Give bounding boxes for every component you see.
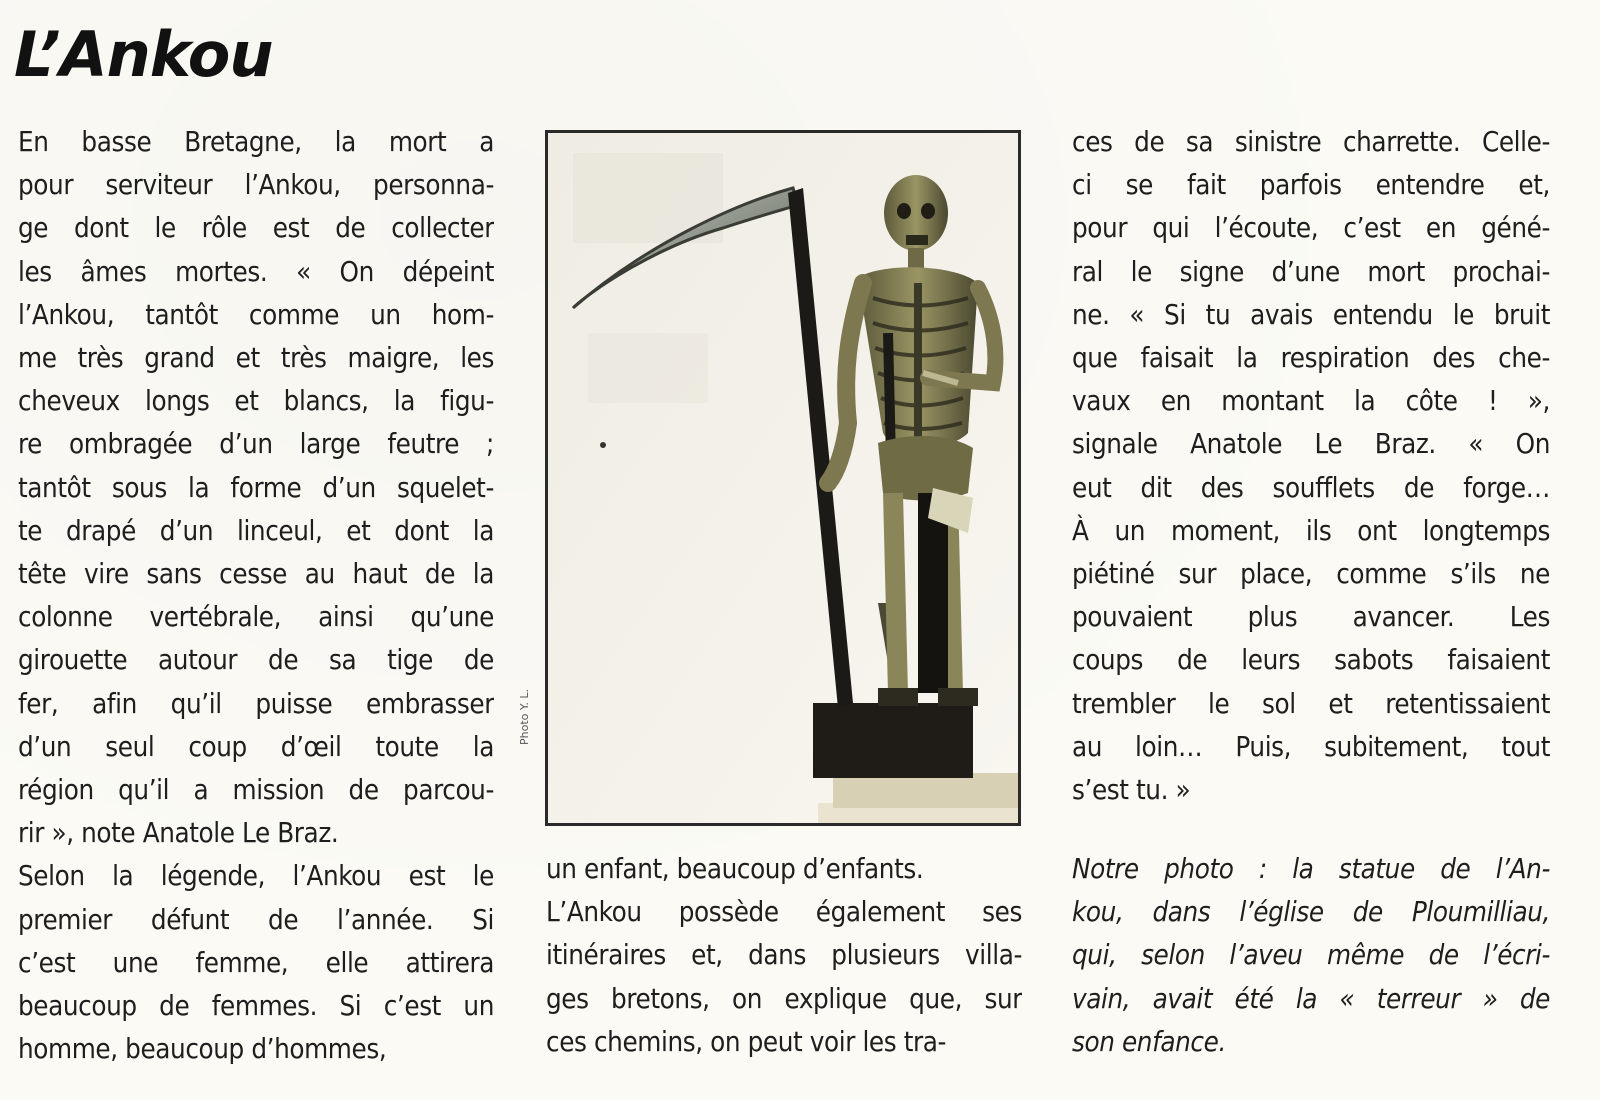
photo-caption [1072,848,1550,1064]
pelvis [878,436,973,500]
ankou-statue-photo [548,133,1018,823]
text-line: homme, beaucoup d’hommes, [18,1033,387,1066]
text-line: itinéraires et, dans plusieurs villa- [546,939,1022,972]
text-line: L’Ankou possède également ses [546,896,1022,929]
text-line: signale Anatole Le Braz. « On [1072,428,1550,461]
text-line: coups de leurs sabots faisaient [1072,644,1550,677]
statue-pedestal [833,773,1018,808]
text-line: pouvaient plus avancer. Les [1072,601,1550,634]
text-line: au loin… Puis, subitement, tout [1072,730,1550,763]
text-line: fer, afin qu’il puisse embrasser [18,687,494,720]
photo-frame [545,130,1021,826]
text-line: que faisait la respiration des che- [1072,342,1550,375]
text-line: Notre photo : la statue de l’An- [1072,853,1550,885]
text-line: rir », note Anatole Le Braz. [18,817,339,850]
text-line: qui, selon l’aveu même de l’écri- [1072,939,1550,972]
text-line: girouette autour de sa tige de [18,644,494,677]
text-line: Selon la légende, l’Ankou est le [18,860,494,893]
text-line: s’est tu. » [1072,774,1191,807]
text-line: pour serviteur l’Ankou, personna- [18,169,494,202]
text-line: tantôt sous la forme d’un squelet- [18,471,494,504]
text-line: son enfance. [1072,1025,1226,1058]
text-line: région qu’il a mission de parcou- [18,774,494,807]
text-line: tête vire sans cesse au haut de la [18,558,494,591]
text-line: vaux en montant la côte ! », [1072,385,1550,418]
text-column-1 [18,121,494,1071]
text-line: beaucoup de femmes. Si c’est un [18,990,494,1023]
text-line: ral le signe d’une mort prochai- [1072,255,1550,288]
photo-credit: Photo Y. L. [518,689,531,745]
text-line: cheveux longs et blancs, la figu- [18,385,494,418]
text-line: d’un seul coup d’œil toute la [18,730,494,763]
text-line: les âmes mortes. « On dépeint [18,255,494,288]
text-column-3 [1072,121,1550,812]
text-line: re ombragée d’un large feutre ; [18,428,494,461]
text-line: En basse Bretagne, la mort a [18,126,494,158]
article-title: L’Ankou [14,18,273,91]
text-line: te drapé d’un linceul, et dont la [18,514,494,547]
text-line: premier défunt de l’année. Si [18,903,494,936]
text-line: piétiné sur place, comme s’ils ne [1072,558,1550,591]
text-line: À un moment, ils ont longtemps [1072,514,1550,547]
text-line: trembler le sol et retentissaient [1072,687,1550,720]
text-line: ge dont le rôle est de collecter [18,212,494,245]
text-column-2 [546,848,1022,1064]
text-line: kou, dans l’église de Ploumilliau, [1072,896,1550,929]
text-line: ne. « Si tu avais entendu le bruit [1072,298,1550,331]
text-line: ci se fait parfois entendre et, [1072,169,1550,202]
text-line: ges bretons, on explique que, sur [546,982,1022,1015]
text-line: l’Ankou, tantôt comme un hom- [18,298,494,331]
text-line: ces de sa sinistre charrette. Celle- [1072,126,1550,158]
text-line: c’est une femme, elle attirera [18,946,494,979]
text-line: colonne vertébrale, ainsi qu’une [18,601,494,634]
text-line: eut dit des soufflets de forge… [1072,471,1550,504]
text-line: pour qui l’écoute, c’est en géné- [1072,212,1550,245]
text-line: un enfant, beaucoup d’enfants. [546,853,924,885]
text-line: me très grand et très maigre, les [18,342,494,375]
text-line: vain, avait été la « terreur » de [1072,982,1550,1015]
text-line: ces chemins, on peut voir les tra- [546,1025,947,1058]
